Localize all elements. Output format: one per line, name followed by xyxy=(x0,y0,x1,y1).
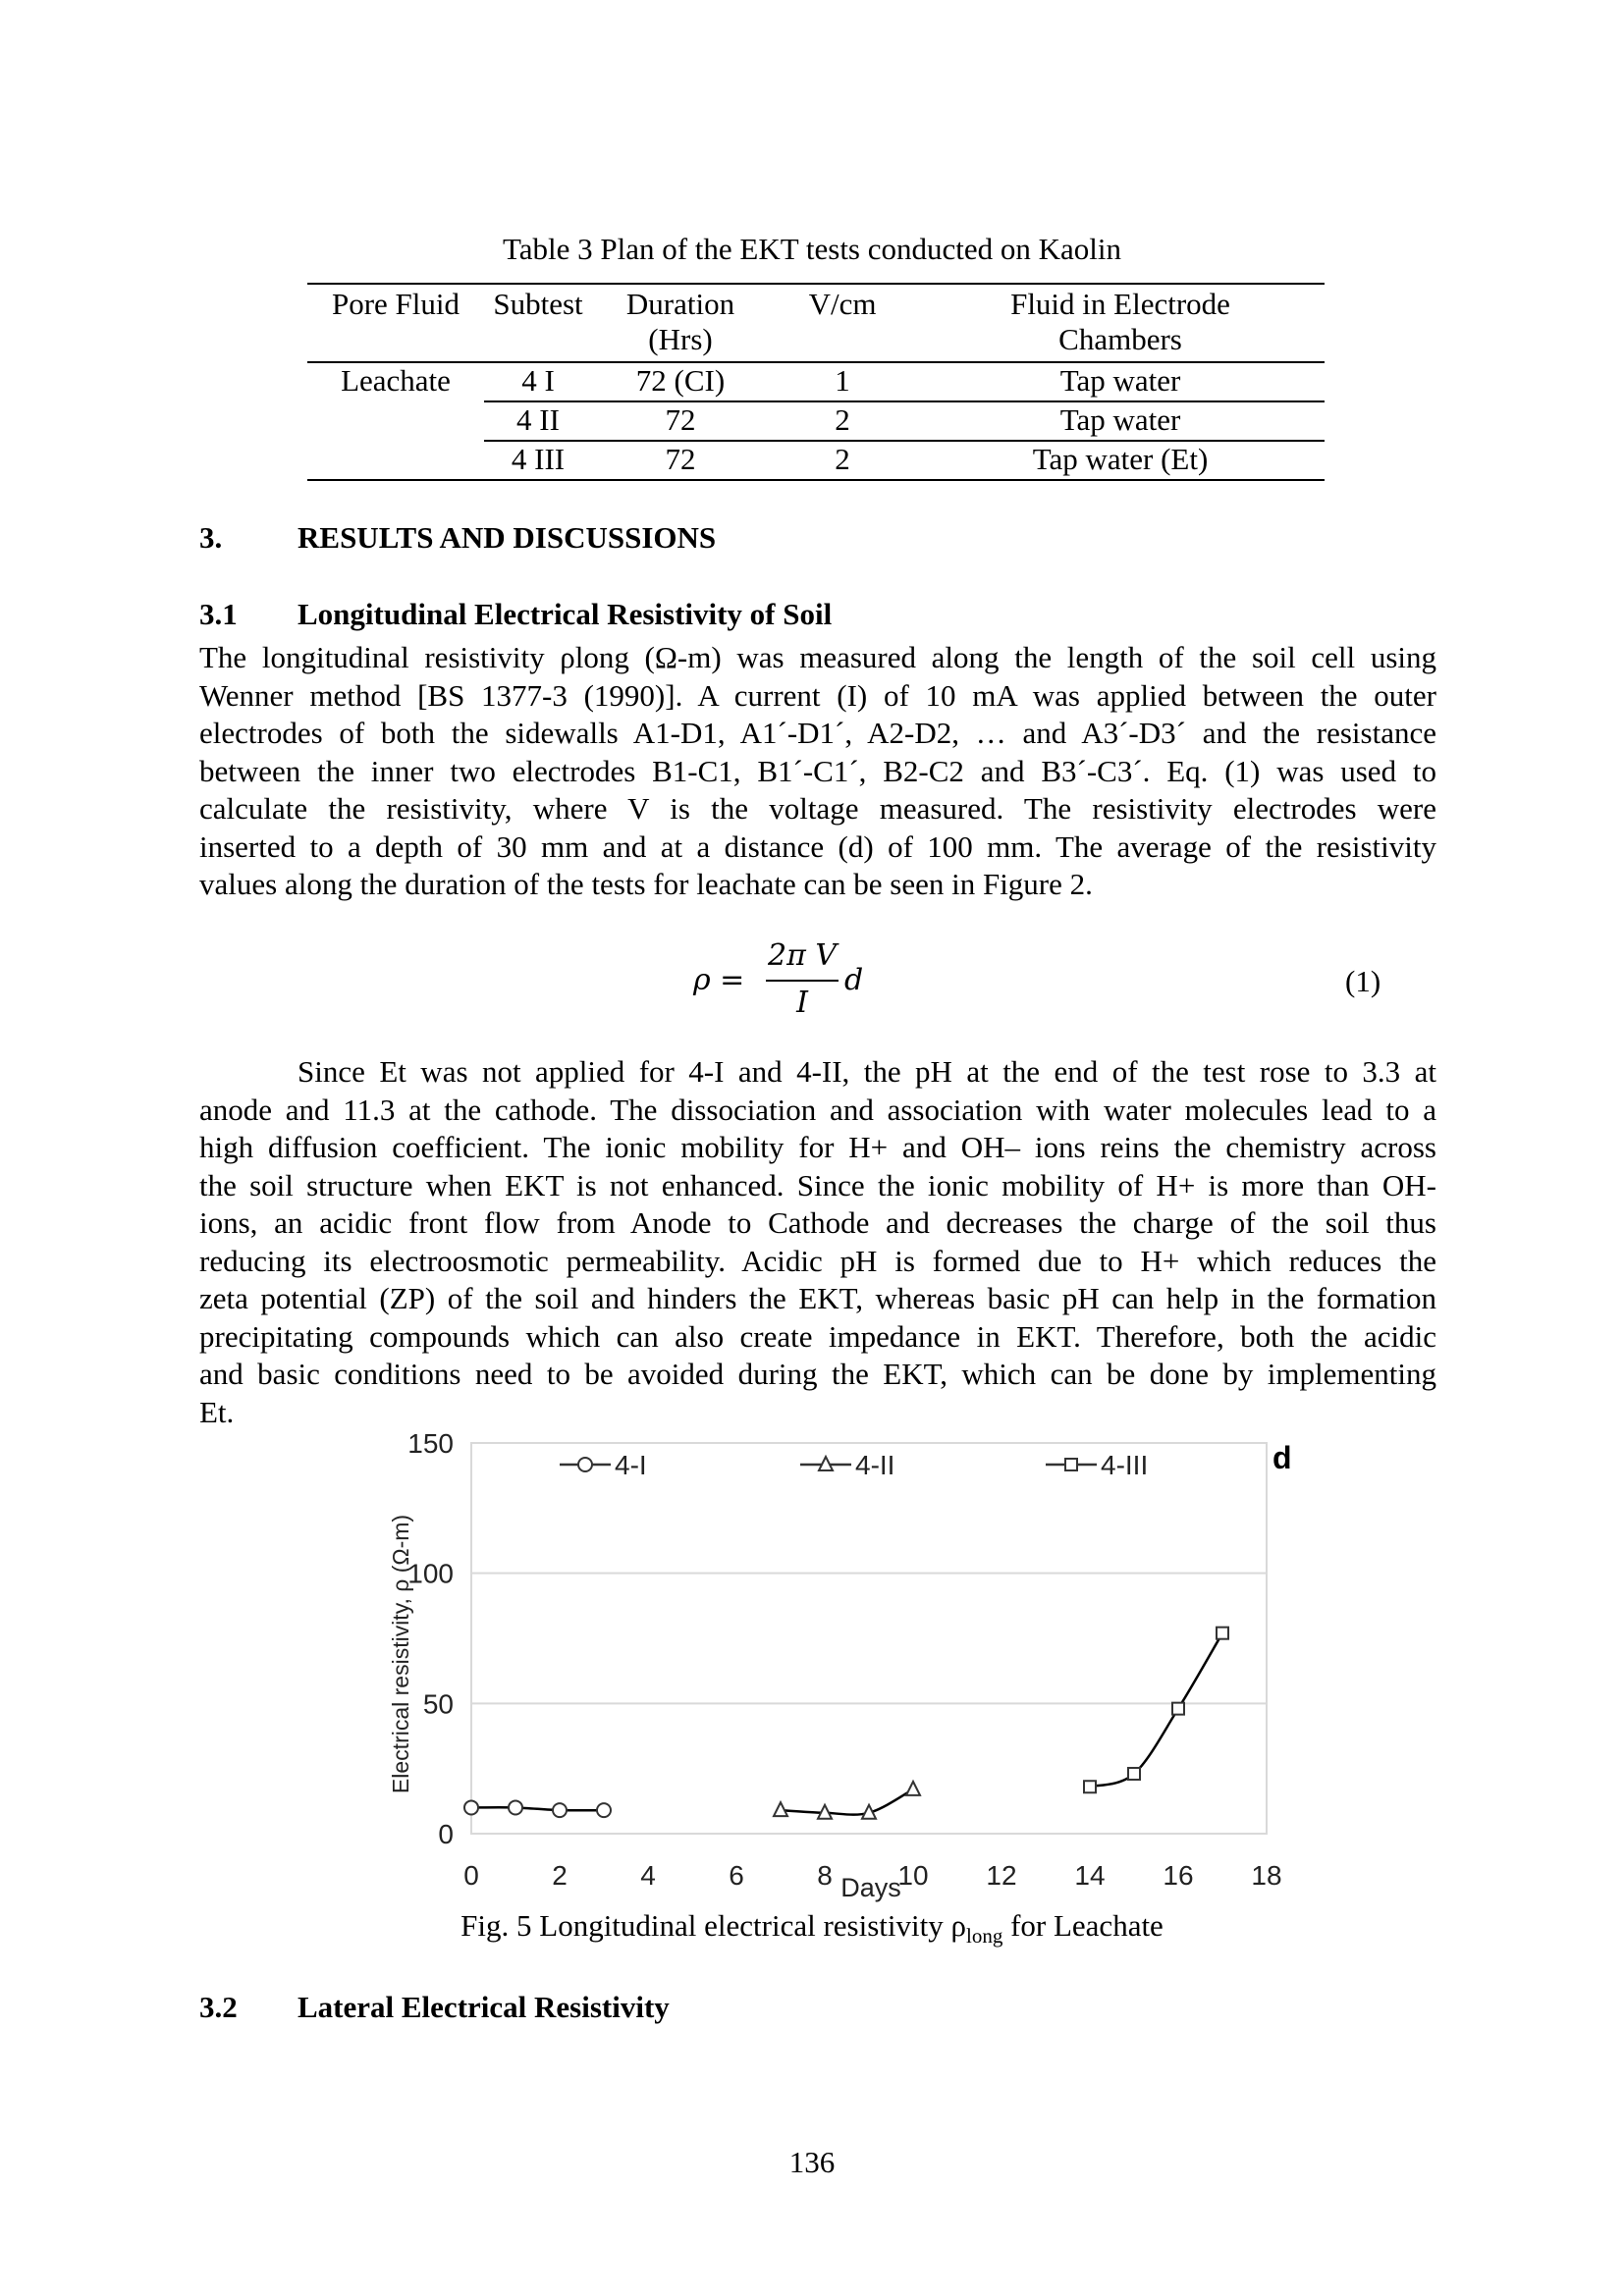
chart-axes xyxy=(407,1428,1281,1891)
figure-caption: Fig. 5 Longitudinal electrical resistivity $\rho_{long}$ for Leachate xyxy=(460,1908,1164,1949)
x-tick-label: 0 xyxy=(463,1860,479,1891)
series-line-4-III xyxy=(1090,1633,1222,1788)
x-tick-label: 10 xyxy=(897,1860,929,1891)
data-point-4-I xyxy=(597,1803,611,1817)
data-point-4-I xyxy=(464,1800,478,1814)
chart-grid xyxy=(471,1443,1267,1834)
table-cell: 72 (CI) xyxy=(592,362,769,401)
text-line: between the inner two electrodes B1-C1, B1´-C1´, B2-C2 and B3´-C3´. Eq. (1) was used to xyxy=(199,753,1436,788)
ekt-plan-table xyxy=(307,283,1325,481)
legend-marker-4-III xyxy=(1065,1459,1077,1470)
text-line: the soil structure when EKT is not enhanced. Since the ionic mobility of H+ is more than OH- xyxy=(199,1167,1436,1202)
paragraph-ph-discussion xyxy=(199,1053,1436,1431)
legend-label-4-I: 4-I xyxy=(615,1450,647,1480)
text-line: zeta potential (ZP) of the soil and hinders the EKT, whereas basic pH can help in the formation xyxy=(199,1281,1436,1315)
table-header-cell: Fluid in Electrode Chambers xyxy=(916,284,1325,362)
y-tick-label: 0 xyxy=(438,1819,454,1849)
text-line: calculate the resistivity, where V is the voltage measured. The resistivity electrodes were xyxy=(199,791,1436,826)
table-row xyxy=(307,362,1325,401)
y-tick-label: 150 xyxy=(407,1428,454,1459)
table-cell: 4 I xyxy=(484,362,592,401)
table-caption: Table 3 Plan of the EKT tests conducted on Kaolin xyxy=(502,232,1122,266)
text-line: ions, an acidic front flow from Anode to Cathode and decreases the charge of the soil thus xyxy=(199,1205,1436,1240)
x-tick-label: 12 xyxy=(986,1860,1017,1891)
panel-label: d xyxy=(1272,1440,1292,1475)
x-axis-label: Days xyxy=(840,1873,901,1902)
equation-numerator: 2π V xyxy=(767,938,837,973)
section-number: 3.1 xyxy=(199,597,238,631)
x-tick-label: 18 xyxy=(1251,1860,1282,1891)
table-cell: 4 III xyxy=(484,441,592,480)
data-point-4-III xyxy=(1084,1781,1096,1792)
table-row xyxy=(307,401,1325,441)
data-point-4-III xyxy=(1217,1628,1228,1639)
equation-lhs: ρ = xyxy=(693,963,745,997)
section-number: 3. xyxy=(199,520,223,555)
table-header-cell: Duration (Hrs) xyxy=(592,284,769,362)
table-cell xyxy=(307,401,484,441)
legend-label-4-III: 4-III xyxy=(1101,1450,1149,1480)
legend-label-4-II: 4-II xyxy=(855,1450,895,1480)
x-tick-label: 4 xyxy=(640,1860,656,1891)
series-line-4-II xyxy=(781,1789,913,1815)
equation-suffix: d xyxy=(844,963,864,997)
section-number: 3.2 xyxy=(199,1990,238,2024)
table-cell: 1 xyxy=(769,362,916,401)
data-point-4-III xyxy=(1128,1768,1140,1780)
y-tick-label: 100 xyxy=(407,1558,454,1589)
data-point-4-II xyxy=(906,1782,920,1795)
data-point-4-II xyxy=(774,1802,787,1816)
table-cell: 2 xyxy=(769,441,916,480)
data-point-4-III xyxy=(1172,1703,1184,1715)
table-cell: 72 xyxy=(592,441,769,480)
text-line: reducing its electroosmotic permeability. Acidic pH is formed due to H+ which reduces the xyxy=(199,1243,1436,1278)
text-line: precipitating compounds which can also create impedance in EKT. Therefore, both the acidic xyxy=(199,1318,1436,1354)
text-line: inserted to a depth of 30 mm and at a distance (d) of 100 mm. The average of the resistivity xyxy=(199,828,1436,864)
legend-marker-4-I xyxy=(578,1458,592,1471)
table-header-cell: V/cm xyxy=(769,284,916,362)
x-tick-label: 14 xyxy=(1074,1860,1106,1891)
table-cell: Leachate xyxy=(341,363,451,398)
text-line: Et. xyxy=(199,1394,235,1429)
text-line: The longitudinal resistivity ρlong (Ω-m) was measured along the length of the soil cell using xyxy=(199,640,1436,674)
equation-denominator: I xyxy=(796,986,808,1020)
text-line: Since Et was not applied for 4-I and 4-II, the pH at the end of the test rose to 3.3 at xyxy=(298,1054,1436,1089)
chart-legend xyxy=(560,1450,1148,1480)
section-title: Longitudinal Electrical Resistivity of Soil xyxy=(298,597,833,631)
table-header-cell: Pore Fluid xyxy=(307,284,484,362)
series-line-4-I xyxy=(471,1807,604,1810)
text-line: and basic conditions need to be avoided during the EKT, which can be done by implementing xyxy=(199,1357,1436,1391)
chart-series xyxy=(464,1628,1228,1819)
table-cell: 2 xyxy=(769,401,916,441)
x-tick-label: 8 xyxy=(817,1860,833,1891)
paragraph-resistivity-method xyxy=(199,639,1436,904)
plot-area-border xyxy=(471,1443,1267,1834)
data-point-4-I xyxy=(553,1803,567,1817)
x-tick-label: 6 xyxy=(729,1860,744,1891)
table-cell: 4 II xyxy=(484,401,592,441)
text-line: Wenner method [BS 1377-3 (1990)]. A current (I) of 10 mA was applied between the outer xyxy=(199,677,1436,713)
table-row xyxy=(307,441,1325,480)
text-line: electrodes of both the sidewalls A1-D1, A1´-D1´, A2-D2, … and A3´-D3´ and the resistance xyxy=(199,716,1436,750)
table-header-row xyxy=(307,284,1325,362)
x-tick-label: 16 xyxy=(1163,1860,1194,1891)
table-cell: Tap water xyxy=(916,362,1325,401)
text-line: values along the duration of the tests for leachate can be seen in Figure 2. xyxy=(199,867,1093,901)
table-header-cell: Subtest xyxy=(484,284,592,362)
table-cell: Tap water xyxy=(916,401,1325,441)
page-number: 136 xyxy=(788,2145,836,2179)
resistivity-chart xyxy=(383,1423,1306,1904)
fraction-bar xyxy=(766,980,839,982)
table-cell: 72 xyxy=(592,401,769,441)
section-title: Lateral Electrical Resistivity xyxy=(298,1990,670,2024)
section-title: RESULTS AND DISCUSSIONS xyxy=(298,520,717,555)
text-line: anode and 11.3 at the cathode. The dissociation and association with water molecules lead to a xyxy=(199,1092,1436,1127)
table-cell xyxy=(307,441,484,480)
y-tick-label: 50 xyxy=(422,1688,454,1720)
x-tick-label: 2 xyxy=(552,1860,568,1891)
equation-1 xyxy=(687,927,943,1025)
text-line: high diffusion coefficient. The ionic mobility for H+ and OH– ions reins the chemistry across xyxy=(199,1130,1436,1164)
y-axis-label: Electrical resistivity, ρ (Ω-m) xyxy=(388,1514,413,1794)
table-cell: Tap water (Et) xyxy=(916,441,1325,480)
equation-number: (1) xyxy=(1345,964,1381,998)
data-point-4-I xyxy=(509,1800,522,1814)
